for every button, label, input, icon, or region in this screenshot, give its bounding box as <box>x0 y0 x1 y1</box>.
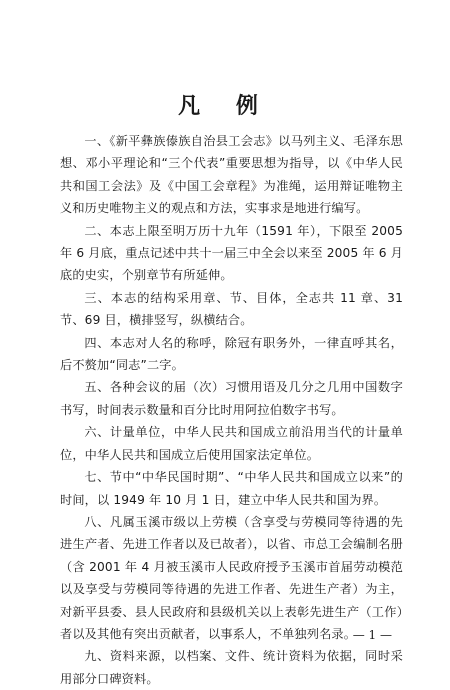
paragraph-6: 六、计量单位，中华人民共和国成立前沿用当代的计量单位，中华人民共和国成立后使用国家法定单位。 <box>60 425 403 462</box>
document-body <box>60 130 403 690</box>
paragraph-9: 九、资料来源，以档案、文件、统计资料为依据，同时采用部分口碑资料。 <box>60 649 403 686</box>
paragraph-8: 八、凡属玉溪市级以上劳模（含享受与劳模同等待遇的先进生产者、先进工作者以及已故者），以省、市总工会编制名册（含 2001 年 4 月被玉溪市人民政府授予玉溪市首届劳动模范以及享受与劳模同等待遇的先进工作者、先进生产者）为主，对新平县委、县人民政府和县级机关以上表彰先进生产（工作）者以及其他有突出贡献者，以事系人，不单独列名录。 <box>60 514 403 641</box>
paragraph-1: 一、《新平彝族傣族自治县工会志》以马列主义、毛泽东思想、邓小平理论和“三个代表”重要思想为指导，以《中华人民共和国工会法》及《中国工会章程》为准绳，运用辩证唯物主义和历史唯物主义的观点和方法，实事求是地进行编写。 <box>60 134 403 216</box>
paragraph-3: 三、本志的结构采用章、节、目体，全志共 11 章、31 节、69 目，横排竖写，纵横结合。 <box>60 290 403 328</box>
paragraph-7: 七、节中“中华民国时期”、“中华人民共和国成立以来”的时间，以 1949 年 10 月 1 日，建立中华人民共和国为界。 <box>60 470 403 507</box>
page-title: 凡 例 <box>178 93 272 119</box>
page-number: — 1 — <box>352 628 392 642</box>
paragraph-2: 二、本志上限至明万历十九年（1591 年），下限至 2005 年 6 月底，重点记述中共十一届三中全会以来至 2005 年 6 月底的史实，个别章节有所延伸。 <box>60 223 403 283</box>
paragraph-5: 五、各种会议的届（次）习惯用语及几分之几用中国数字书写，时间表示数量和百分比时用阿拉伯数字书写。 <box>60 380 403 417</box>
paragraph-4: 四、本志对人名的称呼，除冠有职务外，一律直呼其名，后不赘加“同志”二字。 <box>60 335 403 373</box>
